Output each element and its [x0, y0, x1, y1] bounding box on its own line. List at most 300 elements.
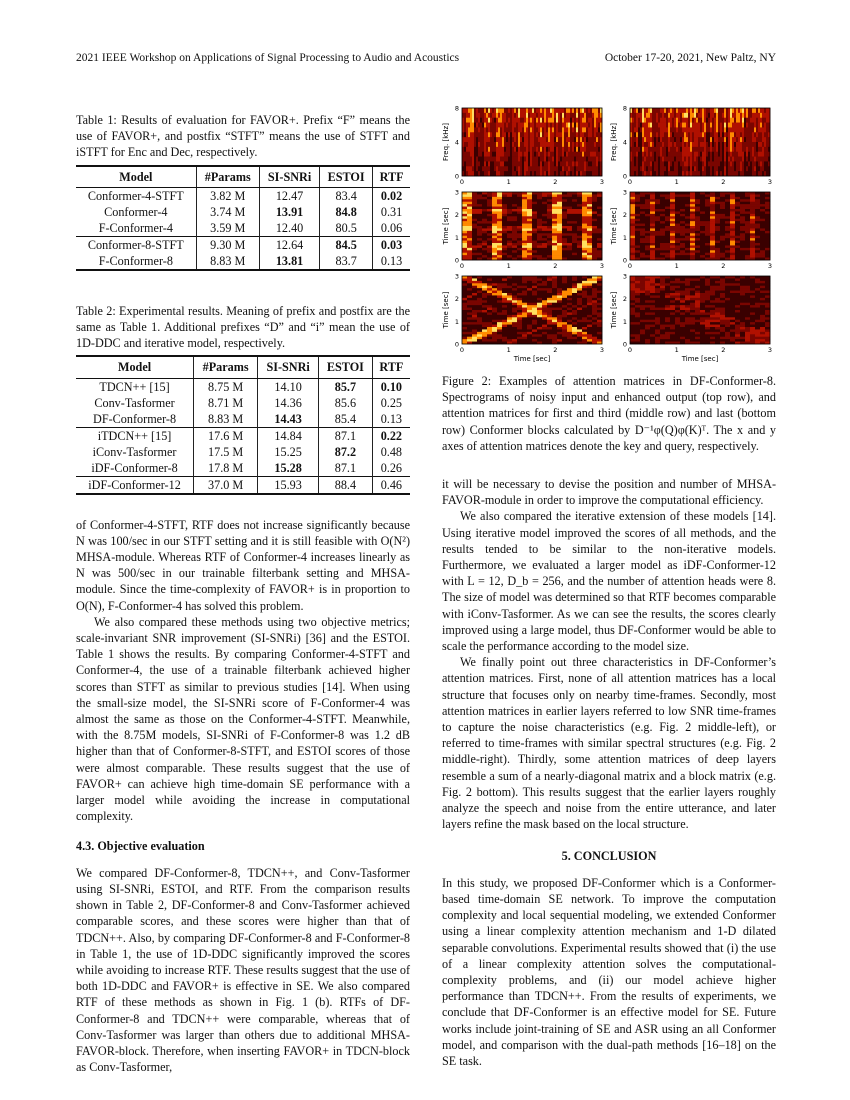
attention-cell	[497, 231, 502, 234]
spectrogram-cell	[576, 152, 578, 157]
spectrogram-cell	[590, 142, 592, 147]
attention-cell	[487, 226, 492, 229]
attention-cell	[567, 320, 572, 323]
spectrogram-cell	[566, 127, 568, 132]
spectrogram-cell	[496, 118, 498, 123]
attention-cell	[467, 192, 472, 195]
spectrogram-cell	[726, 118, 728, 123]
spectrogram-cell	[482, 127, 484, 132]
spectrogram-cell	[758, 113, 760, 118]
attention-cell	[755, 250, 760, 253]
attention-cell	[577, 243, 582, 246]
attention-cell	[482, 303, 487, 306]
attention-cell	[517, 329, 522, 332]
attention-cell	[557, 238, 562, 241]
spectrogram-cell	[492, 132, 494, 137]
attention-cell	[547, 197, 552, 200]
left-paragraph-3: We compared DF-Conformer-8, TDCN++, and Conv-Tasformer using SI-SNRi, ESTOI, and RTF. From the comparison results shown in Table 2, DF-Conformer-8 and Conv-Tasformer achieved comparable scores, and these scores were higher than that of TDCN++. Also, by comparing DF-Conformer-8 and F-Conformer-8 in Table 1, the use of 1D-DDC significantly improved the scores while avoiding to increase RTF. These results suggest that the use of both 1D-DDC and FAVOR+ is effective in SE. We also compared RTF of these methods as shown in Fig. 1 (b). RTFs of DF-Conformer-8 and TDCN++ were comparable, whereas that of Conv-Tasformer was larger than others due to additional MHSA-FAVOR-block. Therefore, when inserting FAVOR+ in TDCN-block as Conv-Tasformer,	[76, 865, 410, 1075]
attention-cell	[497, 245, 502, 248]
attention-cell	[532, 211, 537, 214]
attention-cell	[730, 245, 735, 248]
attention-cell	[630, 298, 635, 301]
spectrogram-cell	[752, 127, 754, 132]
attention-cell	[567, 298, 572, 301]
spectrogram-cell	[764, 137, 766, 142]
attention-cell	[562, 214, 567, 217]
attention-cell	[557, 233, 562, 236]
attention-cell	[552, 281, 557, 284]
attention-cell	[640, 204, 645, 207]
spectrogram-cell	[502, 132, 504, 137]
table2-cell: iConv-Tasformer	[92, 444, 177, 459]
attention-cell	[582, 332, 587, 335]
attention-cell	[630, 231, 635, 234]
attention-cell	[587, 339, 592, 342]
spectrogram-cell	[690, 157, 692, 162]
attention-cell	[512, 334, 517, 337]
spectrogram-cell	[684, 142, 686, 147]
attention-cell	[542, 298, 547, 301]
attention-cell	[462, 278, 467, 281]
spectrogram-cell	[736, 152, 738, 157]
spectrogram-cell	[656, 108, 658, 113]
spectrogram-cell	[534, 118, 536, 123]
attention-cell	[635, 276, 640, 279]
spectrogram-cell	[670, 152, 672, 157]
spectrogram-cell	[704, 161, 706, 166]
spectrogram-cell	[652, 142, 654, 147]
attention-cell	[557, 317, 562, 320]
spectrogram-cell	[662, 137, 664, 142]
attention-cell	[467, 211, 472, 214]
attention-cell	[635, 241, 640, 244]
spectrogram-cell	[560, 108, 562, 113]
spectrogram-cell	[734, 118, 736, 123]
spectrogram-cell	[676, 113, 678, 118]
spectrogram-cell	[744, 132, 746, 137]
attention-cell	[562, 308, 567, 311]
spectrogram-cell	[712, 171, 714, 176]
attention-cell	[715, 288, 720, 291]
spectrogram-cell	[494, 118, 496, 123]
attention-cell	[582, 293, 587, 296]
spectrogram-cell	[742, 137, 744, 142]
attention-cell	[502, 245, 507, 248]
spectrogram-cell	[698, 118, 700, 123]
attention-cell	[542, 295, 547, 298]
attention-cell	[492, 312, 497, 315]
spectrogram-cell	[666, 137, 668, 142]
spectrogram-cell	[684, 118, 686, 123]
attention-cell	[512, 308, 517, 311]
table-row	[76, 378, 410, 395]
attention-cell	[512, 250, 517, 253]
spectrogram-cell	[540, 127, 542, 132]
spectrogram-cell	[488, 152, 490, 157]
attention-cell	[665, 308, 670, 311]
attention-cell	[482, 228, 487, 231]
spectrogram-cell	[738, 147, 740, 152]
attention-cell	[562, 315, 567, 318]
spectrogram-cell	[586, 171, 588, 176]
spectrogram-cell	[574, 152, 576, 157]
attention-cell	[537, 216, 542, 219]
attention-cell	[635, 334, 640, 337]
spectrogram-cell	[582, 127, 584, 132]
attention-cell	[715, 315, 720, 318]
attention-cell	[700, 199, 705, 202]
spectrogram-cell	[700, 161, 702, 166]
attention-cell	[522, 236, 527, 239]
attention-cell	[477, 228, 482, 231]
attention-cell	[660, 283, 665, 286]
attention-cell	[467, 278, 472, 281]
attention-cell	[542, 329, 547, 332]
attention-cell	[630, 226, 635, 229]
attention-cell	[685, 332, 690, 335]
attention-cell	[507, 312, 512, 315]
spectrogram-cell	[500, 147, 502, 152]
spectrogram-cell	[572, 137, 574, 142]
spectrogram-cell	[484, 166, 486, 171]
spectrogram-cell	[678, 118, 680, 123]
attention-cell	[745, 241, 750, 244]
attention-cell	[635, 202, 640, 205]
attention-cell	[482, 291, 487, 294]
attention-cell	[650, 303, 655, 306]
attention-cell	[715, 241, 720, 244]
attention-cell	[532, 298, 537, 301]
attention-cell	[542, 286, 547, 289]
attention-cell	[715, 248, 720, 251]
spectrogram-cell	[672, 127, 674, 132]
spectrogram-cell	[520, 142, 522, 147]
spectrogram-cell	[684, 132, 686, 137]
spectrogram-cell	[522, 157, 524, 162]
spectrogram-cell	[754, 123, 756, 128]
spectrogram-cell	[762, 171, 764, 176]
spectrogram-cell	[506, 161, 508, 166]
attention-cell	[532, 317, 537, 320]
attention-cell	[487, 209, 492, 212]
spectrogram-cell	[646, 127, 648, 132]
spectrogram-cell	[672, 123, 674, 128]
spectrogram-cell	[642, 137, 644, 142]
spectrogram-cell	[728, 166, 730, 171]
attention-cell	[527, 233, 532, 236]
table1-cell: 9.30 M	[196, 236, 259, 253]
attention-cell	[547, 322, 552, 325]
attention-cell	[462, 334, 467, 337]
attention-cell	[547, 291, 552, 294]
spectrogram-cell	[480, 108, 482, 113]
attention-cell	[715, 278, 720, 281]
attention-cell	[497, 255, 502, 258]
attention-cell	[735, 241, 740, 244]
attention-cell	[695, 281, 700, 284]
attention-cell	[740, 207, 745, 210]
attention-cell	[557, 219, 562, 222]
spectrogram-cell	[668, 118, 670, 123]
attention-cell	[522, 283, 527, 286]
attention-cell	[700, 300, 705, 303]
spectrogram-cell	[680, 142, 682, 147]
attention-cell	[537, 202, 542, 205]
attention-cell	[462, 204, 467, 207]
spectrogram-cell	[526, 113, 528, 118]
attention-cell	[472, 281, 477, 284]
attention-cell	[487, 216, 492, 219]
spectrogram-cell	[664, 166, 666, 171]
attention-cell	[710, 327, 715, 330]
attention-cell	[705, 209, 710, 212]
spectrogram-cell	[702, 161, 704, 166]
spectrogram-cell	[718, 152, 720, 157]
attention-cell	[492, 248, 497, 251]
attention-cell	[630, 241, 635, 244]
spectrogram-cell	[584, 157, 586, 162]
table1-cell: 12.40	[259, 220, 319, 237]
spectrogram-cell	[644, 171, 646, 176]
attention-cell	[552, 320, 557, 323]
attention-cell	[690, 243, 695, 246]
spectrogram-cell	[692, 161, 694, 166]
spectrogram-cell	[674, 123, 676, 128]
attention-cell	[720, 332, 725, 335]
attention-cell	[675, 214, 680, 217]
attention-cell	[680, 219, 685, 222]
spectrogram-cell	[516, 137, 518, 142]
attention-cell	[700, 202, 705, 205]
attention-cell	[690, 291, 695, 294]
attention-cell	[482, 216, 487, 219]
attention-cell	[462, 241, 467, 244]
attention-cell	[680, 317, 685, 320]
attention-cell	[502, 199, 507, 202]
attention-cell	[675, 325, 680, 328]
spectrogram-cell	[514, 142, 516, 147]
attention-cell	[675, 202, 680, 205]
attention-cell	[695, 317, 700, 320]
attention-cell	[582, 226, 587, 229]
attention-cell	[680, 202, 685, 205]
spectrogram-cell	[486, 166, 488, 171]
spectrogram-cell	[764, 108, 766, 113]
spectrogram-cell	[696, 166, 698, 171]
attention-cell	[630, 255, 635, 258]
attention-cell	[592, 226, 597, 229]
attention-cell	[700, 320, 705, 323]
attention-cell	[640, 231, 645, 234]
spectrogram-cell	[684, 113, 686, 118]
spectrogram-cell	[568, 108, 570, 113]
attention-cell	[695, 305, 700, 308]
spectrogram-cell	[658, 166, 660, 171]
attention-cell	[582, 231, 587, 234]
spectrogram-cell	[484, 123, 486, 128]
attention-cell	[640, 241, 645, 244]
spectrogram-cell	[742, 142, 744, 147]
spectrogram-cell	[498, 152, 500, 157]
attention-cell	[572, 233, 577, 236]
attention-cell	[650, 216, 655, 219]
attention-cell	[527, 192, 532, 195]
attention-cell	[472, 293, 477, 296]
attention-cell	[592, 298, 597, 301]
spectrogram-cell	[708, 123, 710, 128]
spectrogram-cell	[726, 127, 728, 132]
spectrogram-cell	[476, 171, 478, 176]
attention-cell	[577, 236, 582, 239]
spectrogram-cell	[704, 166, 706, 171]
spectrogram-cell	[546, 142, 548, 147]
attention-cell	[547, 310, 552, 313]
spectrogram-cell	[684, 166, 686, 171]
attention-cell	[655, 241, 660, 244]
attention-cell	[547, 317, 552, 320]
spectrogram-cell	[570, 157, 572, 162]
spectrogram-cell	[480, 166, 482, 171]
attention-cell	[502, 300, 507, 303]
spectrogram-cell	[504, 166, 506, 171]
spectrogram-cell	[706, 108, 708, 113]
attention-cell	[680, 298, 685, 301]
spectrogram-cell	[634, 147, 636, 152]
spectrogram-cell	[636, 108, 638, 113]
spectrogram-cell	[540, 147, 542, 152]
attention-cell	[577, 238, 582, 241]
spectrogram-cell	[642, 171, 644, 176]
attention-cell	[740, 204, 745, 207]
spectrogram-cell	[464, 171, 466, 176]
attention-cell	[735, 245, 740, 248]
attention-cell	[665, 276, 670, 279]
attention-cell	[512, 192, 517, 195]
spectrogram-cell	[708, 161, 710, 166]
attention-cell	[547, 320, 552, 323]
x-tick-label: 2	[553, 178, 558, 186]
attention-cell	[685, 243, 690, 246]
y-tick-label: 0	[454, 340, 459, 349]
spectrogram-cell	[668, 147, 670, 152]
attention-cell	[462, 228, 467, 231]
spectrogram-cell	[560, 127, 562, 132]
attention-cell	[735, 224, 740, 227]
running-header-right: October 17-20, 2021, New Paltz, NY	[604, 52, 776, 64]
attention-cell	[502, 197, 507, 200]
attention-cell	[685, 339, 690, 342]
spectrogram-cell	[674, 127, 676, 132]
spectrogram-cell	[574, 171, 576, 176]
attention-cell	[492, 320, 497, 323]
attention-cell	[542, 241, 547, 244]
y-tick-label: 4	[622, 138, 627, 147]
attention-cell	[695, 226, 700, 229]
spectrogram-cell	[688, 123, 690, 128]
attention-cell	[705, 192, 710, 195]
spectrogram-cell	[568, 113, 570, 118]
attention-cell	[507, 293, 512, 296]
attention-cell	[477, 298, 482, 301]
spectrogram-cell	[500, 118, 502, 123]
attention-cell	[482, 334, 487, 337]
spectrogram-cell	[518, 118, 520, 123]
attention-cell	[695, 300, 700, 303]
attention-cell	[462, 286, 467, 289]
spectrogram-cell	[488, 108, 490, 113]
attention-cell	[700, 315, 705, 318]
attention-cell	[462, 211, 467, 214]
table-row	[76, 204, 410, 220]
spectrogram-cell	[502, 137, 504, 142]
spectrogram-cell	[588, 113, 590, 118]
attention-cell	[552, 339, 557, 342]
spectrogram-cell	[632, 142, 634, 147]
attention-cell	[665, 231, 670, 234]
spectrogram-cell	[668, 113, 670, 118]
attention-cell	[640, 315, 645, 318]
attention-cell	[660, 298, 665, 301]
attention-cell	[517, 276, 522, 279]
attention-cell	[597, 253, 602, 256]
attention-cell	[532, 295, 537, 298]
spectrogram-cell	[584, 132, 586, 137]
spectrogram-cell	[464, 166, 466, 171]
spectrogram-cell	[656, 166, 658, 171]
attention-cell	[487, 291, 492, 294]
attention-cell	[690, 295, 695, 298]
attention-cell	[710, 238, 715, 241]
spectrogram-cell	[594, 108, 596, 113]
attention-cell	[552, 233, 557, 236]
spectrogram-cell	[660, 127, 662, 132]
attention-cell	[675, 224, 680, 227]
attention-cell	[640, 209, 645, 212]
spectrogram-cell	[464, 161, 466, 166]
spectrogram-cell	[680, 127, 682, 132]
attention-cell	[477, 276, 482, 279]
spectrogram-cell	[682, 132, 684, 137]
spectrogram-cell	[750, 171, 752, 176]
attention-cell	[577, 310, 582, 313]
attention-cell	[740, 248, 745, 251]
attention-cell	[467, 233, 472, 236]
attention-cell	[497, 329, 502, 332]
spectrogram-cell	[480, 123, 482, 128]
spectrogram-cell	[728, 137, 730, 142]
spectrogram-cell	[752, 152, 754, 157]
attention-cell	[577, 228, 582, 231]
attention-cell	[640, 207, 645, 210]
attention-cell	[730, 214, 735, 217]
attention-cell	[512, 317, 517, 320]
x-tick-label: 0	[459, 178, 465, 186]
spectrogram-cell	[764, 157, 766, 162]
spectrogram-cell	[712, 161, 714, 166]
spectrogram-cell	[758, 152, 760, 157]
spectrogram-cell	[466, 166, 468, 171]
attention-cell	[635, 233, 640, 236]
attention-cell	[655, 202, 660, 205]
spectrogram-cell	[674, 113, 676, 118]
attention-cell	[592, 219, 597, 222]
spectrogram-cell	[676, 157, 678, 162]
attention-cell	[567, 224, 572, 227]
attention-cell	[740, 211, 745, 214]
spectrogram-cell	[722, 132, 724, 137]
attention-cell	[700, 255, 705, 258]
spectrogram-cell	[522, 161, 524, 166]
